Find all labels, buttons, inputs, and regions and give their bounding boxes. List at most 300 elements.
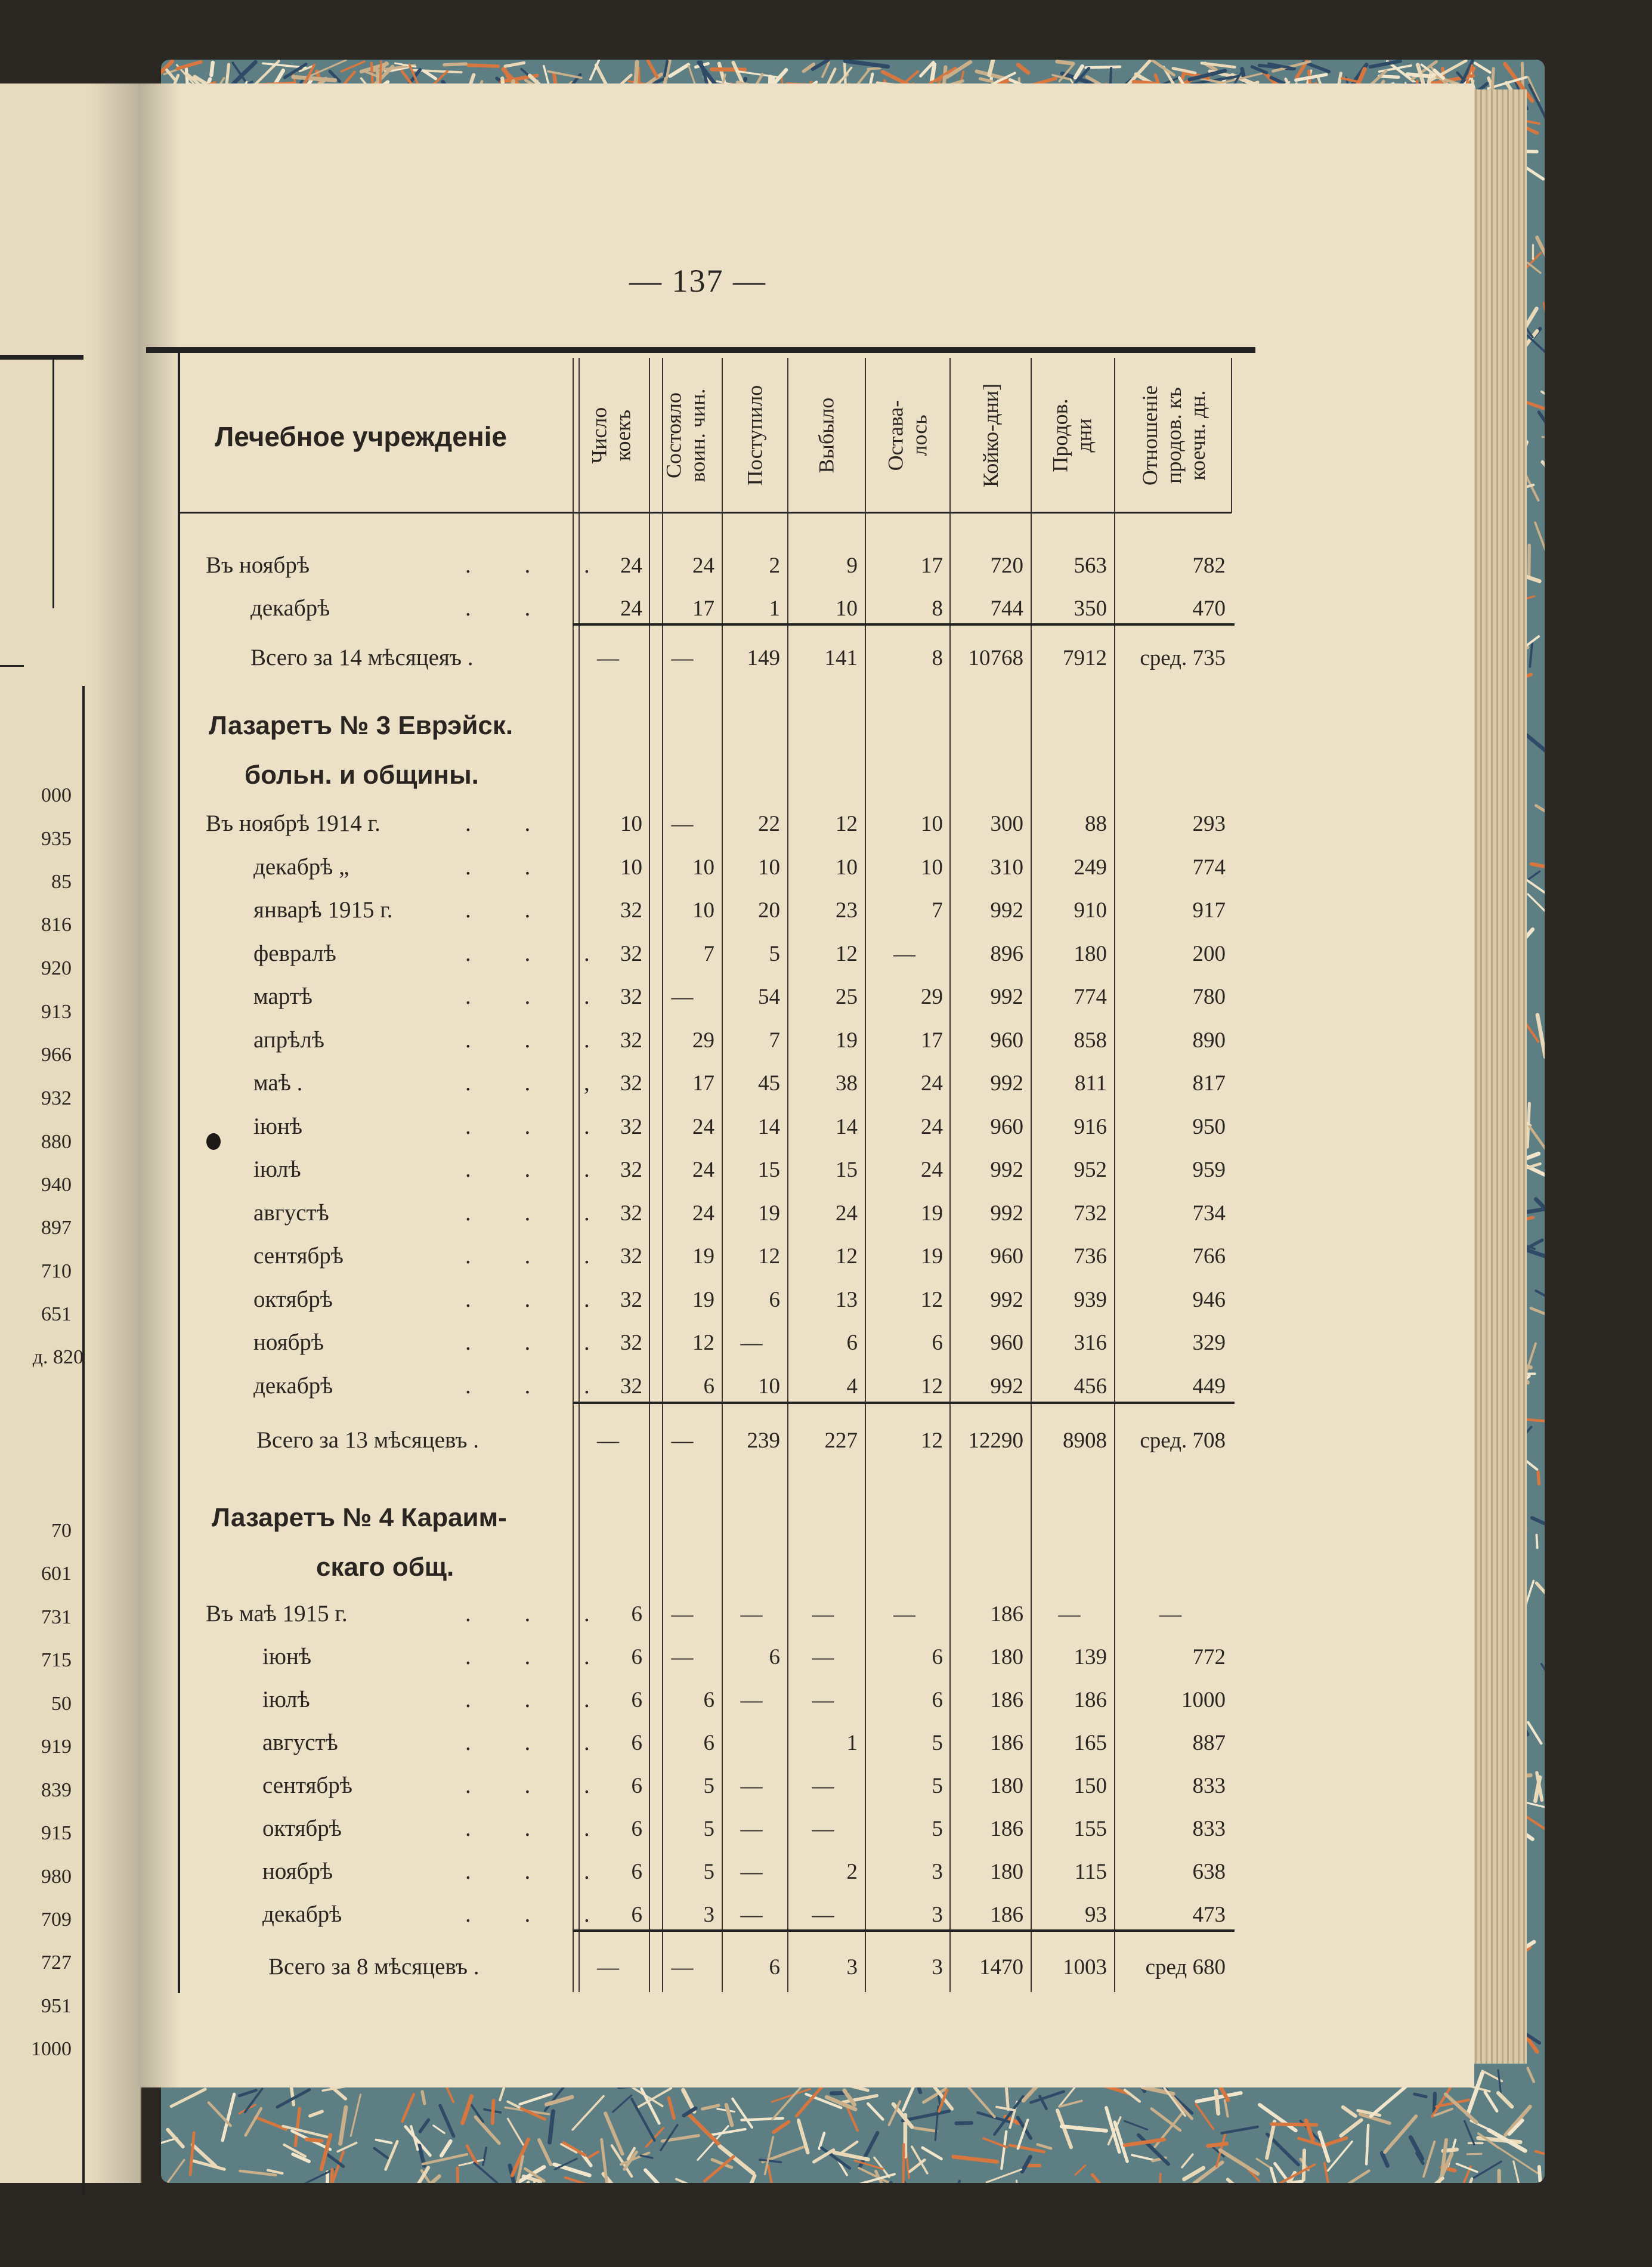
table-row-cell: 165 xyxy=(1074,1731,1107,1755)
table-row-cell: — xyxy=(1058,1602,1081,1626)
table-row-cell: 7 xyxy=(932,898,943,923)
table-row-cell: 10 xyxy=(758,1374,780,1399)
table-row-cell: 960 xyxy=(990,1244,1023,1269)
subtotal-rule xyxy=(573,1402,1235,1404)
table-row-cell: — xyxy=(740,1817,763,1841)
pattern-stroke xyxy=(1343,2107,1356,2116)
pattern-stroke xyxy=(648,60,657,76)
section-title: Лазаретъ № 3 Еврэйск. xyxy=(209,711,513,740)
pattern-stroke xyxy=(1536,806,1545,825)
pattern-stroke xyxy=(1018,65,1028,73)
column-header-label: Отношеніе продов. къ коечн. дн. xyxy=(1137,385,1209,485)
table-row-cell: 200 xyxy=(1192,941,1226,966)
pattern-stroke xyxy=(819,2133,824,2148)
pattern-stroke xyxy=(1322,2138,1346,2146)
table-row-cell: 32 xyxy=(620,941,642,966)
pattern-stroke xyxy=(1536,1583,1545,1612)
table-row-label: маѣ . xyxy=(253,1070,303,1096)
table-row-cell: — xyxy=(812,1903,834,1927)
table-row-cell: 29 xyxy=(921,985,943,1009)
table-row-label: октябрѣ xyxy=(262,1816,342,1841)
table-row-cell: 310 xyxy=(990,855,1023,880)
total-row-cell: 12290 xyxy=(968,1428,1023,1453)
left-page-number: 816 xyxy=(41,914,72,936)
pattern-stroke xyxy=(434,2126,444,2133)
table-row-cell: — xyxy=(740,1903,763,1927)
table-row-label: февралѣ xyxy=(253,940,336,966)
table-row-cell: 470 xyxy=(1192,596,1226,621)
pattern-stroke xyxy=(698,2126,728,2160)
column-header-label: Состояло воин. чин. xyxy=(661,388,710,483)
table-row-cell: 54 xyxy=(758,985,780,1009)
table-row-cell: 960 xyxy=(990,1331,1023,1355)
table-row-cell: 5 xyxy=(703,1774,714,1798)
pattern-stroke xyxy=(903,2144,904,2183)
leader-dots: . . . xyxy=(465,1816,614,1841)
table-row-cell: 24 xyxy=(692,553,714,578)
table-row-cell: 24 xyxy=(692,1158,714,1182)
table-row-label: сентябрѣ xyxy=(253,1243,344,1269)
pattern-stroke xyxy=(1499,2148,1537,2173)
table-row-cell: 17 xyxy=(921,553,943,578)
table-row-cell: 32 xyxy=(620,1331,642,1355)
pattern-stroke xyxy=(463,2096,472,2123)
table-row-cell: 180 xyxy=(990,1645,1023,1669)
pattern-stroke xyxy=(573,2096,604,2130)
pattern-stroke xyxy=(642,2089,660,2123)
pattern-stroke xyxy=(467,2146,477,2164)
table-row-cell: 992 xyxy=(990,1158,1023,1182)
pattern-stroke xyxy=(952,2181,960,2183)
column-header xyxy=(788,367,864,504)
total-row-cell: 3 xyxy=(846,1955,858,1980)
pattern-stroke xyxy=(1124,2121,1147,2129)
table-row-cell: 24 xyxy=(620,596,642,621)
table-row-cell: 10 xyxy=(921,812,943,836)
table-row-label: декабрѣ xyxy=(253,1372,333,1399)
table-row-label: Въ ноябрѣ 1914 г. xyxy=(206,811,380,836)
table-row-cell: 992 xyxy=(990,985,1023,1009)
table-row-cell: 9 xyxy=(846,553,858,578)
pattern-stroke xyxy=(1038,2145,1051,2149)
pattern-stroke xyxy=(468,65,499,66)
table-row-cell: 4 xyxy=(846,1374,858,1399)
total-row-cell: 227 xyxy=(824,1428,858,1453)
section-title: скаго общ. xyxy=(316,1552,454,1582)
table-row-cell: 811 xyxy=(1074,1071,1107,1096)
table-row-cell: 300 xyxy=(990,812,1023,836)
table-row-cell: 10 xyxy=(836,596,858,621)
pattern-stroke xyxy=(1544,303,1545,331)
pattern-stroke xyxy=(474,2163,508,2183)
table-row-cell: 32 xyxy=(620,1244,642,1269)
table-row-cell: 992 xyxy=(990,1201,1023,1226)
pattern-stroke xyxy=(737,71,779,77)
table-row-cell: 5 xyxy=(932,1817,943,1841)
leader-dots: . . . xyxy=(465,983,614,1009)
table-header-label: Лечебное учрежденіе xyxy=(215,421,507,452)
column-header xyxy=(951,367,1029,504)
table-row-cell: 23 xyxy=(836,898,858,923)
table-row-label: іюлѣ xyxy=(253,1156,301,1182)
table-row-cell: 916 xyxy=(1074,1114,1107,1139)
pattern-stroke xyxy=(546,2097,572,2105)
pattern-stroke xyxy=(1093,2175,1106,2183)
leader-dots: . . . xyxy=(465,1730,614,1755)
table-row-cell: — xyxy=(893,941,915,966)
pattern-stroke xyxy=(307,2139,322,2141)
table-row-cell: 7 xyxy=(703,941,714,966)
table-row-cell: 22 xyxy=(758,812,780,836)
table-row-cell: 32 xyxy=(620,1201,642,1226)
left-page-number: 715 xyxy=(41,1649,72,1671)
table-row-cell: 7 xyxy=(769,1028,780,1053)
table-row-cell: 186 xyxy=(1074,1688,1107,1712)
pattern-stroke xyxy=(1528,1722,1541,1743)
table-row-cell: 249 xyxy=(1074,855,1107,880)
column-header xyxy=(866,367,949,504)
table-row-cell: 10 xyxy=(620,812,642,836)
subtotal-rule xyxy=(573,623,1235,626)
left-page-number: 951 xyxy=(41,1995,72,2017)
leader-dots: . . . xyxy=(465,1199,614,1226)
table-row-cell: 939 xyxy=(1074,1287,1107,1312)
table-row-label: декабрѣ xyxy=(262,1901,342,1927)
table-row-cell: 93 xyxy=(1085,1903,1107,1927)
pattern-stroke xyxy=(840,2142,857,2154)
table-row-cell: — xyxy=(740,1331,763,1355)
pattern-stroke xyxy=(211,63,212,75)
table-row-label: декабрѣ xyxy=(250,595,330,621)
leader-dots: . . xyxy=(465,811,555,836)
pattern-stroke xyxy=(983,2138,1007,2147)
pattern-stroke xyxy=(1410,2138,1422,2159)
leader-dots: . . . xyxy=(465,1687,614,1712)
table-row-cell: 3 xyxy=(932,1903,943,1927)
column-header xyxy=(1032,367,1113,504)
pattern-stroke xyxy=(1485,2092,1497,2111)
table-row-label: іюнѣ xyxy=(262,1644,312,1669)
left-page-number: 651 xyxy=(41,1303,72,1325)
table-row-label: Въ маѣ 1915 г. xyxy=(206,1601,348,1626)
pattern-stroke xyxy=(1319,2132,1328,2161)
table-row-cell: 833 xyxy=(1192,1774,1226,1798)
table-row-cell: 960 xyxy=(990,1028,1023,1053)
table-row-cell: 6 xyxy=(703,1731,714,1755)
total-row-cell: — xyxy=(597,1428,619,1453)
leader-dots: . . . xyxy=(465,1644,614,1669)
table-row-cell: 992 xyxy=(990,1071,1023,1096)
pattern-stroke xyxy=(1424,2142,1434,2177)
table-row-cell: — xyxy=(893,1602,915,1626)
table-row-cell: 155 xyxy=(1074,1817,1107,1841)
table-row-cell: 10 xyxy=(921,855,943,880)
table-row-cell: 10 xyxy=(620,855,642,880)
pattern-stroke xyxy=(1536,1535,1537,1548)
leader-dots: . . . xyxy=(465,1243,614,1269)
table-row-cell: 25 xyxy=(836,985,858,1009)
table-row-label: іюлѣ xyxy=(262,1687,310,1712)
table-row-cell: 959 xyxy=(1192,1158,1226,1182)
left-page-number: д. 820 xyxy=(32,1346,83,1368)
pattern-stroke xyxy=(1537,1015,1545,1057)
pattern-stroke xyxy=(1542,437,1545,438)
pattern-stroke xyxy=(1260,2105,1296,2130)
leader-dots: . . . xyxy=(465,1858,614,1884)
pattern-stroke xyxy=(1257,2159,1271,2169)
pattern-stroke xyxy=(989,60,993,75)
pattern-stroke xyxy=(459,2160,483,2166)
total-row-cell: — xyxy=(671,1955,694,1980)
table-row-cell: 744 xyxy=(990,596,1023,621)
table-row-cell: 10 xyxy=(692,855,714,880)
table-row-cell: — xyxy=(1159,1602,1181,1626)
table-row-label: мартѣ xyxy=(253,983,313,1009)
table-row-cell: 638 xyxy=(1192,1860,1226,1884)
pattern-stroke xyxy=(1001,2132,1006,2169)
pattern-stroke xyxy=(1456,2164,1477,2172)
pattern-stroke xyxy=(726,2105,732,2125)
table-row-cell: 32 xyxy=(620,1287,642,1312)
table-row-cell: 10 xyxy=(836,855,858,880)
table-row-cell: 6 xyxy=(631,1645,642,1669)
pattern-stroke xyxy=(1075,2165,1085,2175)
pattern-stroke xyxy=(1325,2163,1328,2183)
total-row-cell: сред. 708 xyxy=(1140,1428,1226,1453)
table-row-cell: 24 xyxy=(692,1201,714,1226)
pattern-stroke xyxy=(1152,60,1174,75)
table-row-cell: 6 xyxy=(631,1817,642,1841)
pattern-stroke xyxy=(1173,2097,1192,2118)
table-row-cell: 774 xyxy=(1192,855,1226,880)
table-row-cell: 992 xyxy=(990,1287,1023,1312)
leader-dots: . . . xyxy=(465,1901,614,1927)
pattern-stroke xyxy=(741,2176,754,2183)
total-row-cell: — xyxy=(597,1955,619,1980)
pattern-stroke xyxy=(1514,2161,1521,2183)
pattern-stroke xyxy=(1531,1308,1545,1320)
table-row-cell: 186 xyxy=(990,1817,1023,1841)
column-header xyxy=(574,367,648,504)
table-row-cell: 6 xyxy=(631,1602,642,1626)
table-row-cell: 6 xyxy=(703,1688,714,1712)
table-row-cell: 180 xyxy=(990,1774,1023,1798)
left-page-number: 897 xyxy=(41,1217,72,1239)
table-row-cell: 19 xyxy=(692,1287,714,1312)
table-row-cell: 15 xyxy=(836,1158,858,1182)
left-page-number: 731 xyxy=(41,1606,72,1628)
total-row-cell: 6 xyxy=(769,1955,780,1980)
pattern-stroke xyxy=(1341,2120,1361,2136)
table-row-cell: 3 xyxy=(703,1903,714,1927)
pattern-stroke xyxy=(1542,462,1545,488)
table-row-cell: 817 xyxy=(1192,1071,1226,1096)
pattern-stroke xyxy=(1182,2154,1193,2167)
pattern-stroke xyxy=(1228,2179,1261,2183)
pattern-stroke xyxy=(239,2090,256,2096)
pattern-stroke xyxy=(1536,2151,1545,2161)
left-page-number: 601 xyxy=(41,1563,72,1585)
pattern-stroke xyxy=(1125,2090,1140,2101)
total-row-cell: 3 xyxy=(932,1955,943,1980)
pattern-stroke xyxy=(1382,2153,1387,2166)
pattern-stroke xyxy=(246,2108,261,2135)
gutter-shadow xyxy=(138,83,180,2087)
pattern-stroke xyxy=(688,2114,718,2144)
leader-dots: . . , xyxy=(465,1070,614,1096)
pattern-stroke xyxy=(1252,67,1266,73)
pattern-stroke xyxy=(1527,735,1545,762)
pattern-stroke xyxy=(1528,263,1540,273)
table-row-cell: 8 xyxy=(932,596,943,621)
table-row-cell: 29 xyxy=(692,1028,714,1053)
pattern-stroke xyxy=(475,2117,499,2144)
leader-dots: . . xyxy=(465,897,555,923)
pattern-stroke xyxy=(1371,2086,1407,2117)
pattern-stroke xyxy=(1475,63,1490,73)
table-row-cell: 316 xyxy=(1074,1331,1107,1355)
table-row-label: декабрѣ „ xyxy=(253,853,349,880)
table-row-cell: 14 xyxy=(836,1114,858,1139)
table-row-label: ноябрѣ xyxy=(262,1858,333,1884)
table-row-cell: 1 xyxy=(846,1731,858,1755)
table-row-cell: 24 xyxy=(620,553,642,578)
pattern-stroke xyxy=(905,72,918,83)
pattern-stroke xyxy=(1371,61,1400,67)
pattern-stroke xyxy=(954,2157,997,2161)
table-row-cell: 12 xyxy=(921,1374,943,1399)
table-row-cell: 950 xyxy=(1192,1114,1226,1139)
left-page-number: 919 xyxy=(41,1736,72,1758)
table-row-cell: 10 xyxy=(692,898,714,923)
table-row-cell: 896 xyxy=(990,941,1023,966)
table-row-label: январѣ 1915 г. xyxy=(253,897,393,923)
pattern-stroke xyxy=(171,2089,205,2107)
pattern-stroke xyxy=(1528,2068,1534,2082)
leader-dots: . . . xyxy=(465,940,614,966)
pattern-stroke xyxy=(1057,61,1074,64)
pattern-stroke xyxy=(1159,2174,1161,2183)
table-row-cell: 910 xyxy=(1074,898,1107,923)
column-header xyxy=(650,367,720,504)
pattern-stroke xyxy=(420,2120,428,2132)
table-row-cell: 24 xyxy=(921,1114,943,1139)
pattern-stroke xyxy=(1539,412,1545,428)
table-row-cell: — xyxy=(671,1645,694,1669)
left-page-number: 940 xyxy=(41,1174,72,1196)
table-row-cell: 329 xyxy=(1192,1331,1226,1355)
column-divider xyxy=(949,358,951,1992)
pattern-stroke xyxy=(311,60,346,76)
pattern-stroke xyxy=(168,2130,182,2147)
pattern-stroke xyxy=(932,64,934,81)
left-page-number: 915 xyxy=(41,1822,72,1844)
table-row-cell: 12 xyxy=(692,1331,714,1355)
pattern-stroke xyxy=(1342,2171,1369,2183)
table-row-cell: 293 xyxy=(1192,812,1226,836)
table-row-cell: — xyxy=(740,1860,763,1884)
table-row-cell: 12 xyxy=(836,941,858,966)
table-row-cell: 6 xyxy=(932,1645,943,1669)
left-page-number: 85 xyxy=(51,871,72,893)
pattern-stroke xyxy=(505,63,524,66)
section-title: Лазаретъ № 4 Караим- xyxy=(212,1503,507,1532)
pattern-stroke xyxy=(997,2107,1014,2110)
table-row-cell: 24 xyxy=(692,1114,714,1139)
pattern-stroke xyxy=(305,2169,335,2183)
leader-dots: . . . xyxy=(465,1601,614,1626)
pattern-stroke xyxy=(1529,545,1530,577)
left-page-number: 727 xyxy=(41,1951,72,1974)
table-row-cell: 456 xyxy=(1074,1374,1107,1399)
pattern-stroke xyxy=(844,61,845,83)
table-row-cell: 6 xyxy=(932,1331,943,1355)
table-row-label: августѣ xyxy=(262,1730,338,1755)
pattern-stroke xyxy=(1196,2104,1213,2129)
table-row-cell: 19 xyxy=(921,1244,943,1269)
leader-dots: . . . xyxy=(465,1026,614,1053)
table-row-cell: 19 xyxy=(921,1201,943,1226)
table-row-cell: 24 xyxy=(836,1201,858,1226)
left-page-number: 880 xyxy=(41,1131,72,1153)
pattern-stroke xyxy=(1542,1664,1545,1704)
pattern-stroke xyxy=(845,61,888,66)
table-row-cell: 2 xyxy=(769,553,780,578)
pattern-stroke xyxy=(1062,2126,1106,2130)
table-row-cell: 992 xyxy=(990,898,1023,923)
pattern-stroke xyxy=(1538,1472,1539,1484)
pattern-stroke xyxy=(1505,2107,1530,2135)
table-row-cell: 186 xyxy=(990,1688,1023,1712)
total-row-cell: — xyxy=(597,646,619,670)
leader-dots: . . . xyxy=(465,1113,614,1139)
leader-dots: . . xyxy=(465,595,555,621)
pattern-stroke xyxy=(669,2098,674,2118)
table-row-cell: — xyxy=(740,1774,763,1798)
table-row-cell: 6 xyxy=(769,1645,780,1669)
left-page-number: 980 xyxy=(41,1866,72,1888)
subtotal-rule xyxy=(573,1929,1235,1932)
table-row-cell: 10 xyxy=(758,855,780,880)
table-left-border xyxy=(178,353,180,1993)
pattern-stroke xyxy=(1527,1250,1545,1265)
table-row-cell: 720 xyxy=(990,553,1023,578)
left-page-number: 932 xyxy=(41,1087,72,1109)
pattern-stroke xyxy=(1532,1518,1544,1523)
left-rule-top xyxy=(0,355,83,360)
table-row-cell: 833 xyxy=(1192,1817,1226,1841)
table-row-cell: 180 xyxy=(990,1860,1023,1884)
total-row-cell: сред 680 xyxy=(1145,1955,1226,1980)
pattern-stroke xyxy=(1528,336,1545,352)
left-page-number: 000 xyxy=(41,784,72,806)
pattern-stroke xyxy=(550,2111,553,2142)
table-row-cell: 992 xyxy=(990,1374,1023,1399)
table-row-cell: 186 xyxy=(990,1731,1023,1755)
table-row-cell: 6 xyxy=(631,1860,642,1884)
table-row-cell: 32 xyxy=(620,1374,642,1399)
pattern-stroke xyxy=(483,2148,487,2165)
pattern-stroke xyxy=(1539,2167,1542,2183)
table-row-cell: 774 xyxy=(1074,985,1107,1009)
table-row-cell: 946 xyxy=(1192,1287,1226,1312)
leader-dots: . . xyxy=(465,853,555,880)
pattern-stroke xyxy=(441,2141,450,2155)
table-row-cell: 32 xyxy=(620,1071,642,1096)
pattern-stroke xyxy=(493,2101,494,2123)
pattern-stroke xyxy=(376,2140,392,2143)
pattern-stroke xyxy=(1434,2093,1435,2112)
